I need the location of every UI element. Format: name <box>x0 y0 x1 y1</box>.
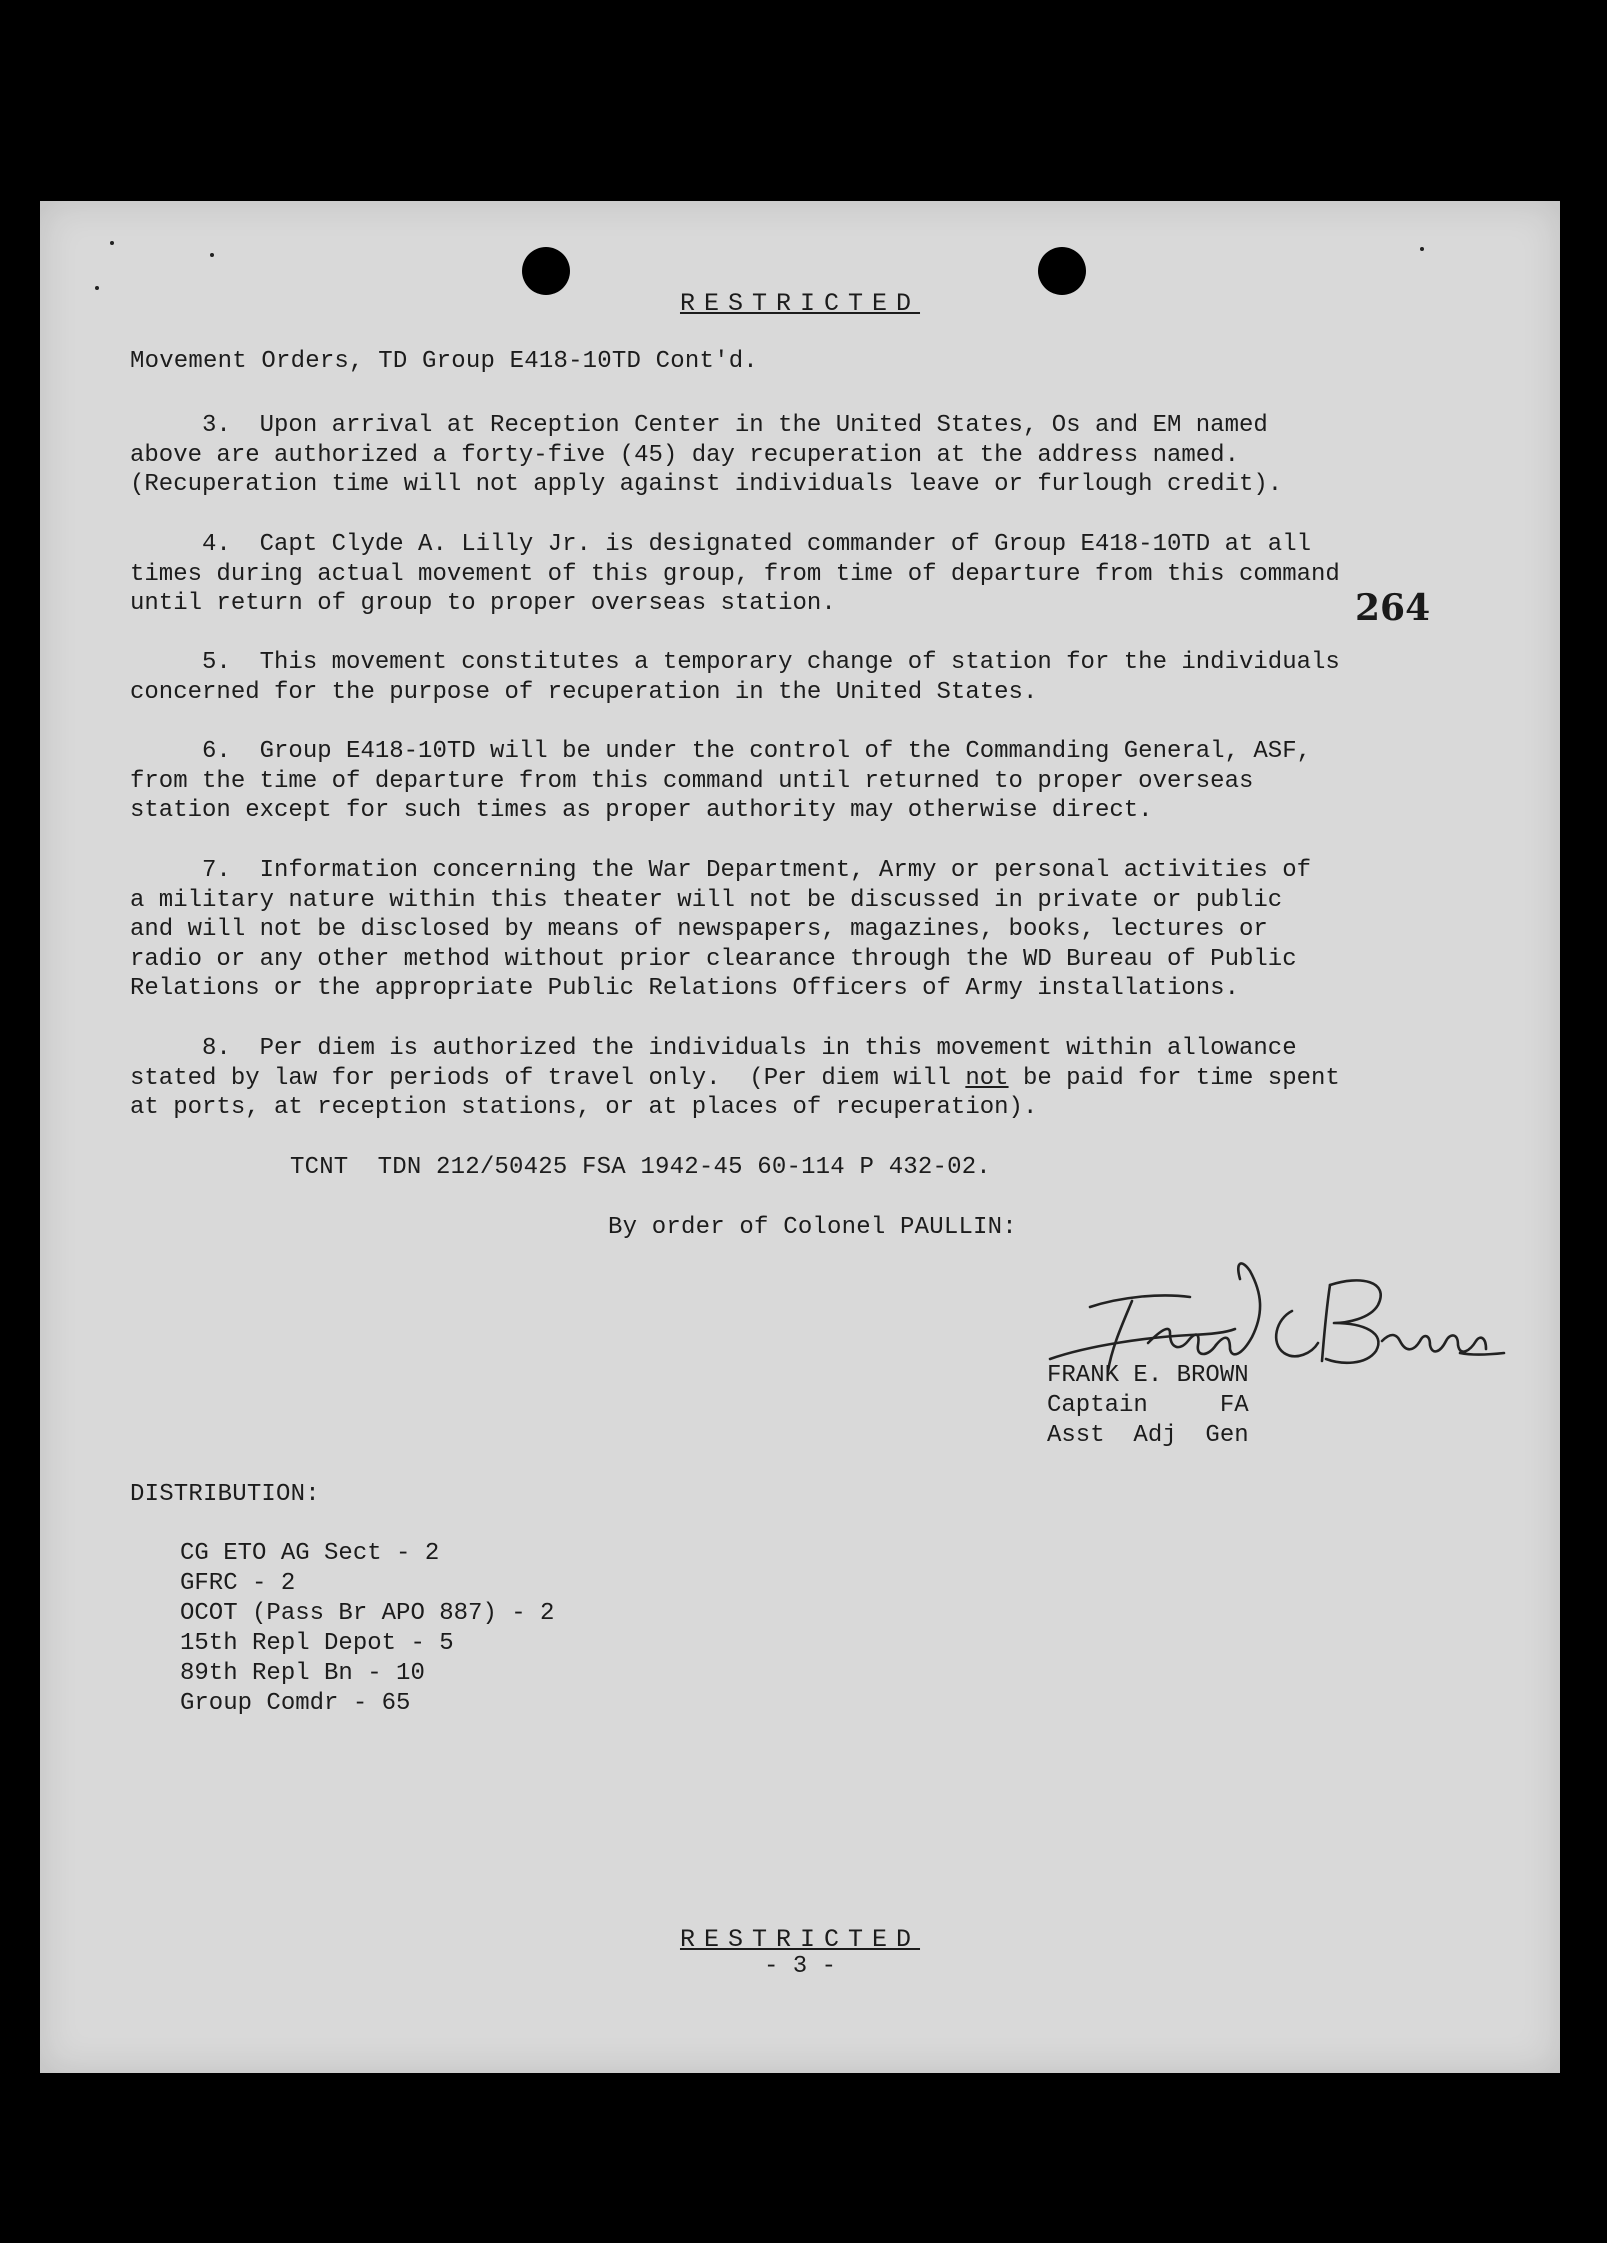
distribution-item: OCOT (Pass Br APO 887) - 2 <box>180 1600 555 1627</box>
paragraph-line: and will not be disclosed by means of newspapers, magazines, books, lectures or <box>130 916 1268 943</box>
distribution-item: GFRC - 2 <box>180 1570 296 1597</box>
paragraph-line: 6. Group E418-10TD will be under the control of the Commanding General, ASF, <box>130 738 1311 765</box>
paragraph-line: 7. Information concerning the War Department, Army or personal activities of <box>130 857 1311 884</box>
paragraph-line: times during actual movement of this group, from time of departure from this command <box>130 560 1340 588</box>
paragraph-4 <box>130 530 1530 619</box>
paragraph-line: at ports, at reception stations, or at places of recuperation). <box>130 1094 1038 1121</box>
distribution-label: DISTRIBUTION: <box>130 1481 320 1508</box>
continuation-title: Movement Orders, TD Group E418-10TD Cont'd. <box>130 348 758 375</box>
paragraph-line: 4. Capt Clyde A. Lilly Jr. is designated commander of Group E418-10TD at all <box>130 531 1311 558</box>
underlined-word: not <box>965 1064 1009 1092</box>
document-page <box>40 201 1560 2073</box>
signer-name: FRANK E. BROWN <box>1047 1362 1249 1389</box>
paragraph-line: a military nature within this theater will not be discussed in private or public <box>130 886 1283 914</box>
paragraph-5 <box>130 648 1530 707</box>
distribution-item: 89th Repl Bn - 10 <box>180 1660 425 1687</box>
paragraph-7 <box>130 856 1530 1004</box>
line-segment: stated by law for periods of travel only. (Per diem will <box>130 1064 966 1092</box>
paragraph-line: 3. Upon arrival at Reception Center in the United States, Os and EM named <box>130 412 1268 439</box>
signer-title: Asst Adj Gen <box>1047 1422 1249 1449</box>
distribution-item: Group Comdr - 65 <box>180 1690 411 1717</box>
paragraph-6 <box>130 737 1530 826</box>
document-number: 264 <box>1355 587 1431 629</box>
paper-speck <box>1420 247 1424 251</box>
paragraph-line: 5. This movement constitutes a temporary change of station for the individuals <box>130 649 1340 676</box>
distribution-item: 15th Repl Depot - 5 <box>180 1630 454 1657</box>
paragraph-line: concerned for the purpose of recuperation in the United States. <box>130 678 1038 706</box>
paragraph-line: from the time of departure from this command until returned to proper overseas <box>130 767 1254 795</box>
paragraph-8 <box>130 1034 1530 1123</box>
punch-hole-left <box>522 247 570 295</box>
restricted-header-bottom: RESTRICTED <box>679 1925 921 1954</box>
distribution-item: CG ETO AG Sect - 2 <box>180 1540 440 1567</box>
punch-hole-right <box>1038 247 1086 295</box>
paragraph-line <box>130 1064 1530 1094</box>
paper-speck <box>110 241 114 245</box>
paragraph-line: until return of group to proper overseas station. <box>130 590 836 617</box>
paragraph-line: radio or any other method without prior clearance through the WD Bureau of Public <box>130 945 1297 973</box>
line-segment: be paid for time spent <box>1008 1064 1340 1092</box>
restricted-header-top: RESTRICTED <box>679 289 921 318</box>
paragraph-3 <box>130 411 1530 500</box>
fund-citation: TCNT TDN 212/50425 FSA 1942-45 60-114 P 432-02. <box>290 1154 991 1181</box>
paragraph-line: above are authorized a forty-five (45) day recuperation at the address named. <box>130 441 1239 469</box>
paragraph-line: station except for such times as proper authority may otherwise direct. <box>130 797 1153 824</box>
paragraph-line: (Recuperation time will not apply against individuals leave or furlough credit). <box>130 471 1283 498</box>
signature-block <box>1047 1361 1249 1451</box>
page-number: - 3 - <box>763 1953 836 1980</box>
by-order-line: By order of Colonel PAULLIN: <box>608 1214 1017 1241</box>
distribution-list <box>180 1539 554 1719</box>
paragraph-line: 8. Per diem is authorized the individuals in this movement within allowance <box>130 1035 1297 1062</box>
paper-speck <box>210 253 214 257</box>
signer-rank: Captain FA <box>1047 1392 1249 1419</box>
paragraph-line: Relations or the appropriate Public Relations Officers of Army installations. <box>130 975 1239 1002</box>
